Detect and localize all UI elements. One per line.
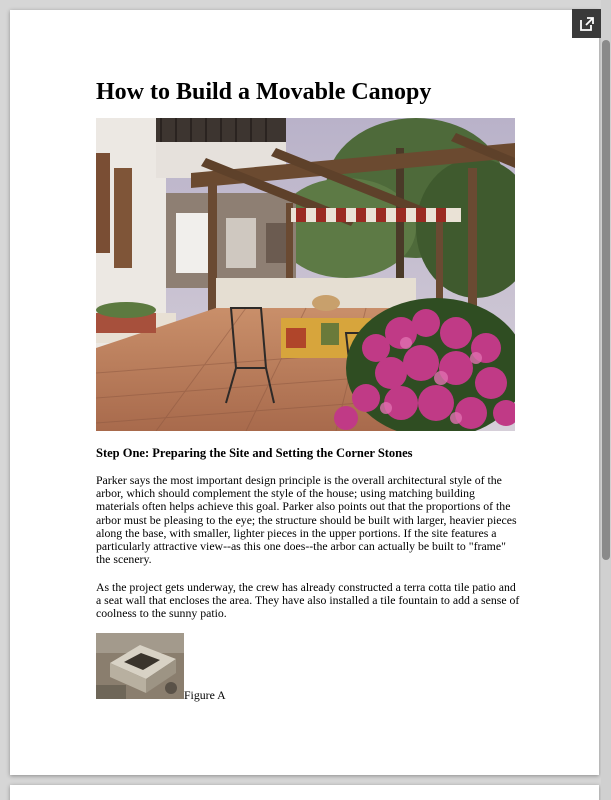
figure-a-image [96, 633, 184, 699]
page-title: How to Build a Movable Canopy [96, 79, 432, 105]
figure-caption: Figure A [184, 688, 226, 702]
popout-icon [579, 16, 595, 32]
scrollbar-track[interactable] [601, 0, 611, 800]
document-page [10, 10, 599, 775]
next-page [10, 785, 599, 800]
popout-button[interactable] [572, 9, 601, 38]
scrollbar-thumb[interactable] [602, 40, 610, 560]
canopy-photo [96, 118, 515, 431]
body-paragraph: As the project gets underway, the crew has already constructed a terra cotta tile patio and a seat wall that encloses the area. They have also installed a tile fountain to add a sense of coolness to the sunny patio. [96, 580, 520, 621]
body-paragraph: Parker says the most important design principle is the overall architectural style of the arbor, which should complement the style of the house; using matching building materials often helps achieve this goal. Parker also points out that the proportions of the arbor must be pleasing to the eye; the structure should be built with larger, heavier pieces along the base, with smaller, lighter pieces in the upper portions. If the site features a particularly attractive view--as this one does--the arbor can actually be built to "frame" the scenery. [96, 473, 517, 567]
step-one-heading: Step One: Preparing the Site and Setting the Corner Stones [96, 446, 413, 460]
